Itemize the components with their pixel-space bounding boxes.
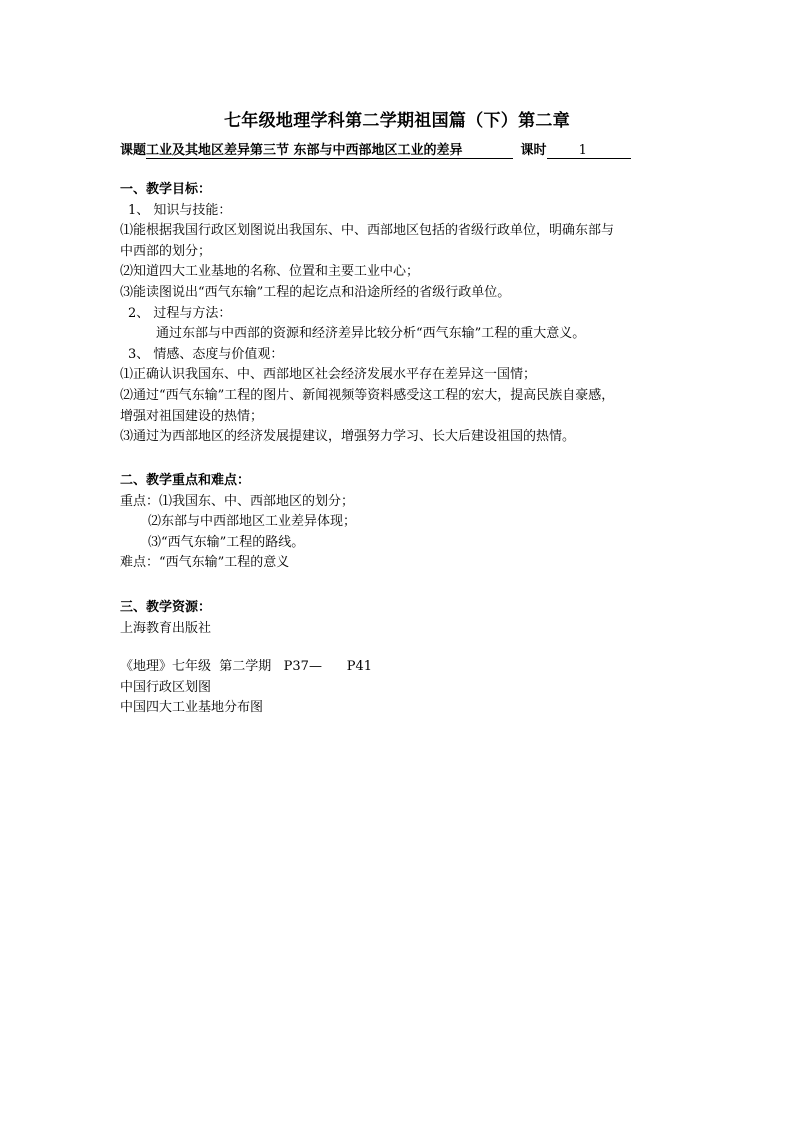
section-resources-cont	[120, 657, 690, 719]
document-title: 七年级地理学科第二学期祖国篇（下）第二章	[224, 111, 570, 131]
list-item: ⑴正确认识我国东、中、西部地区社会经济发展水平存在差异这一国情；	[120, 367, 537, 383]
subsection-title: 1、 知识与技能：	[128, 202, 232, 218]
list-item-continued: 增强对祖国建设的热情；	[120, 408, 264, 424]
list-item: ⑶通过为西部地区的经济发展提建议，增强努力学习、长大后建设祖国的热情。	[120, 429, 576, 445]
subject-label: 课题	[120, 143, 147, 158]
key-point: 重点：⑴我国东、中、西部地区的划分；	[120, 493, 355, 509]
section-heading: 一、教学目标：	[120, 182, 212, 197]
list-item: ⑵通过“西气东输”工程的图片、新闻视频等资料感受这工程的宏大，提高民族自豪感，	[120, 387, 615, 403]
list-item: 通过东部与中西部的资源和经济差异比较分析“西气东输”工程的重大意义。	[156, 326, 586, 342]
topic-field: 工业及其地区差异第三节 东部与中西部地区工业的差异	[146, 143, 513, 159]
period-label: 课时	[520, 143, 547, 158]
key-point: ⑶“西气东输”工程的路线。	[148, 534, 305, 550]
difficult-point: 难点：“西气东输”工程的意义	[120, 555, 290, 571]
key-point: ⑵东部与中西部地区工业差异体现；	[148, 514, 357, 530]
section-resources	[120, 598, 690, 639]
section-heading: 二、教学重点和难点：	[120, 473, 251, 488]
subsection-title: 2、 过程与方法：	[128, 305, 232, 321]
period-field: 1	[547, 143, 631, 159]
section-objectives	[120, 180, 690, 448]
subsection-title: 3、 情感、态度与价值观：	[128, 346, 284, 362]
resource-item: 《地理》七年级 第二学期 P37— P41	[120, 659, 373, 674]
list-item: ⑵知道四大工业基地的名称、位置和主要工业中心；	[120, 264, 420, 280]
resource-item: 上海教育出版社	[120, 620, 212, 636]
subject-line	[120, 139, 631, 159]
resource-item: 中国四大工业基地分布图	[120, 700, 264, 716]
list-item: ⑴能根据我国行政区划图说出我国东、中、西部地区包括的省级行政单位，明确东部与	[120, 223, 615, 239]
section-heading: 三、教学资源：	[120, 600, 212, 615]
resource-item: 中国行政区划图	[120, 679, 212, 695]
section-keypoints	[120, 471, 690, 574]
list-item: ⑶能读图说出“西气东输”工程的起讫点和沿途所经的省级行政单位。	[120, 284, 511, 300]
list-item-continued: 中西部的划分；	[120, 243, 212, 259]
